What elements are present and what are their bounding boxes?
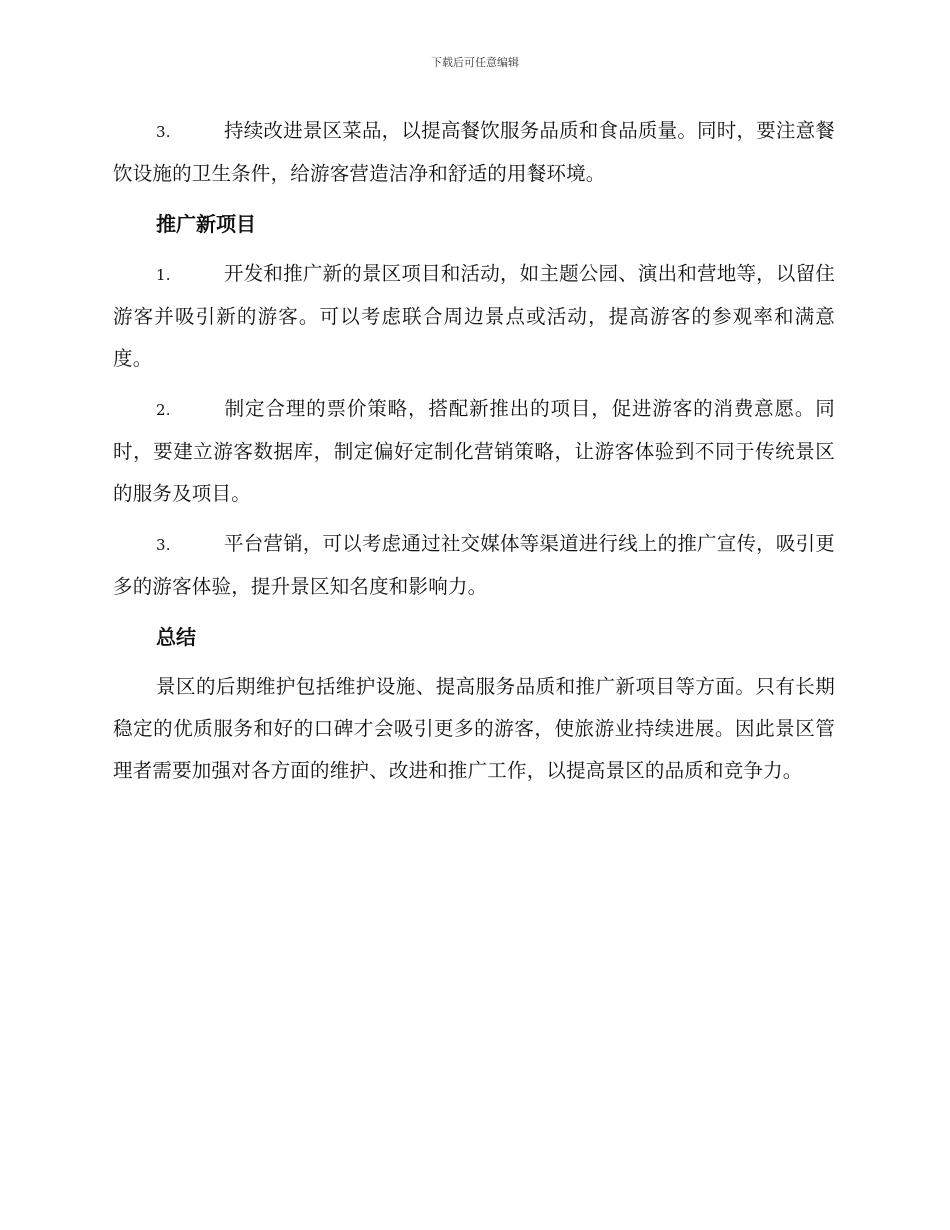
list-item-text: 平台营销，可以考虑通过社交媒体等渠道进行线上的推广宣传，吸引更多的游客体验，提升景区知名度和影响力。: [113, 532, 835, 598]
list-number: 1.: [156, 266, 171, 284]
section-heading: 推广新项目: [156, 212, 256, 236]
page-header: 下载后可任意编辑: [431, 56, 519, 69]
list-item-text: 开发和推广新的景区项目和活动，如主题公园、演出和营地等，以留住游客并吸引新的游客。可以考虑联合周边景点或活动，提高游客的参观率和满意度。: [113, 262, 835, 370]
list-number: 3.: [156, 536, 171, 554]
list-item-text: 持续改进景区菜品，以提高餐饮服务品质和食品质量。同时，要注意餐饮设施的卫生条件，给游客营造洁净和舒适的用餐环境。: [113, 119, 835, 185]
summary-paragraph: 景区的后期维护包括维护设施、提高服务品质和推广新项目等方面。只有长期稳定的优质服务和好的口碑才会吸引更多的游客，使旅游业持续进展。因此景区管理者需要加强对各方面的维护、改进和推广工作，以提高景区的品质和竞争力。: [113, 675, 835, 782]
list-item: [113, 110, 835, 195]
list-item: [113, 523, 835, 608]
list-item-text: 制定合理的票价策略，搭配新推出的项目，促进游客的消费意愿。同时，要建立游客数据库，制定偏好定制化营销策略，让游客体验到不同于传统景区的服务及项目。: [113, 397, 835, 505]
section-heading: 总结: [156, 625, 196, 649]
list-item: [113, 253, 835, 380]
list-item: [113, 388, 835, 515]
list-number: 2.: [156, 401, 171, 419]
document-body: [113, 110, 835, 800]
list-number: 3.: [156, 123, 171, 141]
